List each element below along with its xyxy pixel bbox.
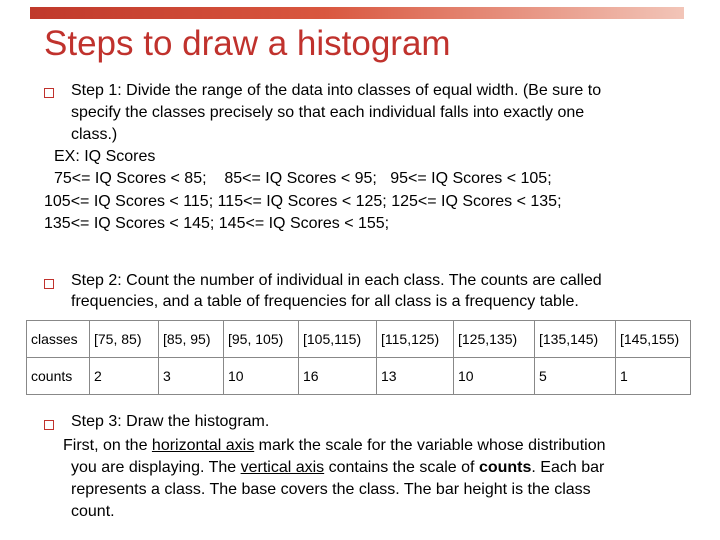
step3-line1: Step 3: Draw the histogram. bbox=[71, 413, 270, 430]
horizontal-axis-term: horizontal axis bbox=[151, 437, 255, 454]
class-cell: [75, 85) bbox=[90, 321, 159, 358]
class-cell: [135,145) bbox=[535, 321, 616, 358]
count-cell: 1 bbox=[616, 358, 691, 395]
title-accent-bar bbox=[30, 7, 684, 19]
row-label-classes: classes bbox=[27, 321, 90, 358]
count-cell: 10 bbox=[454, 358, 535, 395]
step3-line2-post: mark the scale for the variable whose distribution bbox=[254, 437, 606, 454]
example-classes-line1: 75<= IQ Scores < 85; 85<= IQ Scores < 95; 95<= IQ Scores < 105; bbox=[54, 170, 552, 187]
bullet-icon bbox=[44, 279, 54, 289]
count-cell: 13 bbox=[377, 358, 454, 395]
counts-term: counts bbox=[478, 459, 532, 476]
bullet-icon bbox=[44, 88, 54, 98]
class-cell: [125,135) bbox=[454, 321, 535, 358]
step1-line1: Step 1: Divide the range of the data into classes of equal width. (Be sure to bbox=[71, 82, 602, 99]
step3-line2 bbox=[63, 435, 605, 458]
step3-line3-post: . Each bar bbox=[531, 459, 605, 476]
classes-row bbox=[27, 321, 691, 358]
count-cell: 2 bbox=[90, 358, 159, 395]
example-classes-line2: 105<= IQ Scores < 115; 115<= IQ Scores < 125; 125<= IQ Scores < 135; bbox=[44, 193, 562, 210]
example-classes-line3: 135<= IQ Scores < 145; 145<= IQ Scores < 155; bbox=[44, 215, 390, 232]
class-cell: [85, 95) bbox=[159, 321, 224, 358]
step2-line2: frequencies, and a table of frequencies for all class is a frequency table. bbox=[71, 293, 579, 310]
step1-line2: specify the classes precisely so that each individual falls into exactly one bbox=[71, 104, 585, 121]
vertical-axis-term: vertical axis bbox=[240, 459, 325, 476]
slide-title: Steps to draw a histogram bbox=[44, 24, 451, 63]
class-cell: [115,125) bbox=[377, 321, 454, 358]
step3-line4: represents a class. The base covers the class. The bar height is the class bbox=[71, 481, 591, 498]
example-label: EX: IQ Scores bbox=[54, 148, 156, 165]
step3-line2-pre: First, on the bbox=[63, 437, 152, 454]
step3-line5: count. bbox=[71, 503, 115, 520]
class-cell: [95, 105) bbox=[224, 321, 299, 358]
step3-line3-mid: contains the scale of bbox=[324, 459, 479, 476]
step3-line3 bbox=[71, 457, 604, 480]
class-cell: [145,155) bbox=[616, 321, 691, 358]
class-cell: [105,115) bbox=[299, 321, 377, 358]
frequency-table bbox=[26, 320, 691, 395]
count-cell: 5 bbox=[535, 358, 616, 395]
bullet-icon bbox=[44, 420, 54, 430]
count-cell: 16 bbox=[299, 358, 377, 395]
step2-line1: Step 2: Count the number of individual in each class. The counts are called bbox=[71, 272, 602, 289]
count-cell: 3 bbox=[159, 358, 224, 395]
count-cell: 10 bbox=[224, 358, 299, 395]
step3-line3-pre: you are displaying. The bbox=[71, 459, 241, 476]
counts-row bbox=[27, 358, 691, 395]
step1-line3: class.) bbox=[71, 126, 118, 143]
row-label-counts: counts bbox=[27, 358, 90, 395]
